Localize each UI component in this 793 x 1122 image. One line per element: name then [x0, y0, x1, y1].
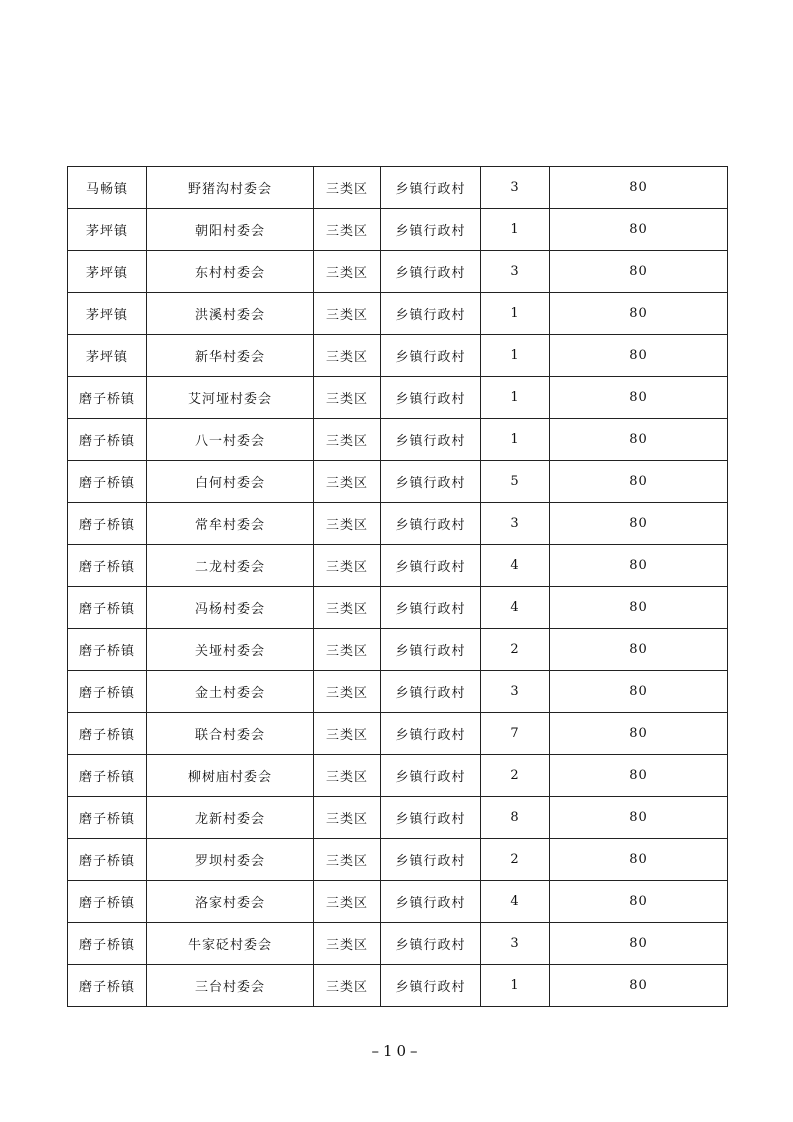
cell-type: 乡镇行政村	[381, 839, 481, 881]
cell-zone: 三类区	[314, 923, 381, 965]
cell-type: 乡镇行政村	[381, 755, 481, 797]
cell-count: 3	[481, 671, 550, 713]
cell-zone: 三类区	[314, 629, 381, 671]
cell-town: 磨子桥镇	[68, 881, 147, 923]
cell-amount: 80	[550, 377, 728, 419]
cell-village: 东村村委会	[147, 251, 314, 293]
cell-village: 龙新村委会	[147, 797, 314, 839]
cell-count: 2	[481, 629, 550, 671]
cell-count: 4	[481, 587, 550, 629]
cell-village: 艾河垭村委会	[147, 377, 314, 419]
cell-amount: 80	[550, 419, 728, 461]
cell-type: 乡镇行政村	[381, 209, 481, 251]
cell-type: 乡镇行政村	[381, 503, 481, 545]
cell-village: 新华村委会	[147, 335, 314, 377]
cell-town: 磨子桥镇	[68, 923, 147, 965]
table-row	[68, 881, 728, 923]
cell-type: 乡镇行政村	[381, 545, 481, 587]
cell-town: 磨子桥镇	[68, 461, 147, 503]
cell-type: 乡镇行政村	[381, 671, 481, 713]
table-row	[68, 839, 728, 881]
cell-zone: 三类区	[314, 419, 381, 461]
cell-zone: 三类区	[314, 545, 381, 587]
cell-amount: 80	[550, 461, 728, 503]
table-row	[68, 377, 728, 419]
cell-zone: 三类区	[314, 251, 381, 293]
cell-type: 乡镇行政村	[381, 629, 481, 671]
cell-town: 磨子桥镇	[68, 755, 147, 797]
cell-type: 乡镇行政村	[381, 335, 481, 377]
cell-count: 2	[481, 839, 550, 881]
cell-town: 磨子桥镇	[68, 629, 147, 671]
cell-town: 磨子桥镇	[68, 671, 147, 713]
table-row	[68, 167, 728, 209]
cell-count: 4	[481, 545, 550, 587]
cell-zone: 三类区	[314, 503, 381, 545]
cell-town: 茅坪镇	[68, 293, 147, 335]
cell-count: 3	[481, 167, 550, 209]
cell-count: 5	[481, 461, 550, 503]
cell-zone: 三类区	[314, 671, 381, 713]
page-number: –10–	[371, 1042, 422, 1060]
table-row	[68, 587, 728, 629]
cell-count: 3	[481, 923, 550, 965]
cell-type: 乡镇行政村	[381, 713, 481, 755]
cell-count: 8	[481, 797, 550, 839]
cell-amount: 80	[550, 671, 728, 713]
cell-amount: 80	[550, 713, 728, 755]
cell-amount: 80	[550, 335, 728, 377]
cell-village: 关垭村委会	[147, 629, 314, 671]
cell-type: 乡镇行政村	[381, 251, 481, 293]
cell-town: 茅坪镇	[68, 335, 147, 377]
cell-town: 磨子桥镇	[68, 797, 147, 839]
cell-count: 1	[481, 377, 550, 419]
cell-zone: 三类区	[314, 839, 381, 881]
cell-type: 乡镇行政村	[381, 419, 481, 461]
cell-amount: 80	[550, 251, 728, 293]
cell-type: 乡镇行政村	[381, 377, 481, 419]
table-row	[68, 251, 728, 293]
cell-zone: 三类区	[314, 881, 381, 923]
cell-amount: 80	[550, 881, 728, 923]
cell-village: 冯杨村委会	[147, 587, 314, 629]
cell-type: 乡镇行政村	[381, 293, 481, 335]
cell-type: 乡镇行政村	[381, 797, 481, 839]
cell-town: 磨子桥镇	[68, 377, 147, 419]
cell-town: 茅坪镇	[68, 209, 147, 251]
cell-zone: 三类区	[314, 965, 381, 1007]
cell-count: 2	[481, 755, 550, 797]
cell-village: 金土村委会	[147, 671, 314, 713]
cell-village: 三台村委会	[147, 965, 314, 1007]
cell-zone: 三类区	[314, 209, 381, 251]
cell-village: 白何村委会	[147, 461, 314, 503]
cell-village: 柳树庙村委会	[147, 755, 314, 797]
cell-zone: 三类区	[314, 293, 381, 335]
cell-village: 常牟村委会	[147, 503, 314, 545]
table-row	[68, 461, 728, 503]
cell-zone: 三类区	[314, 377, 381, 419]
table-row	[68, 713, 728, 755]
cell-town: 马畅镇	[68, 167, 147, 209]
table-row	[68, 545, 728, 587]
cell-amount: 80	[550, 587, 728, 629]
cell-village: 罗坝村委会	[147, 839, 314, 881]
table-row	[68, 335, 728, 377]
cell-village: 牛家砭村委会	[147, 923, 314, 965]
cell-village: 联合村委会	[147, 713, 314, 755]
cell-count: 3	[481, 503, 550, 545]
cell-town: 磨子桥镇	[68, 965, 147, 1007]
cell-count: 1	[481, 419, 550, 461]
table-row	[68, 293, 728, 335]
cell-village: 朝阳村委会	[147, 209, 314, 251]
cell-town: 磨子桥镇	[68, 503, 147, 545]
cell-amount: 80	[550, 545, 728, 587]
table-row	[68, 419, 728, 461]
table-row	[68, 209, 728, 251]
cell-zone: 三类区	[314, 755, 381, 797]
cell-town: 磨子桥镇	[68, 545, 147, 587]
cell-village: 八一村委会	[147, 419, 314, 461]
cell-amount: 80	[550, 209, 728, 251]
table-row	[68, 755, 728, 797]
table-row	[68, 671, 728, 713]
cell-amount: 80	[550, 629, 728, 671]
cell-town: 磨子桥镇	[68, 419, 147, 461]
cell-count: 1	[481, 293, 550, 335]
village-table-body	[68, 167, 728, 1007]
cell-amount: 80	[550, 923, 728, 965]
cell-town: 磨子桥镇	[68, 587, 147, 629]
cell-zone: 三类区	[314, 167, 381, 209]
cell-type: 乡镇行政村	[381, 461, 481, 503]
cell-amount: 80	[550, 755, 728, 797]
cell-count: 1	[481, 209, 550, 251]
cell-village: 二龙村委会	[147, 545, 314, 587]
cell-count: 3	[481, 251, 550, 293]
cell-amount: 80	[550, 839, 728, 881]
cell-town: 磨子桥镇	[68, 839, 147, 881]
cell-count: 1	[481, 965, 550, 1007]
cell-type: 乡镇行政村	[381, 587, 481, 629]
cell-amount: 80	[550, 797, 728, 839]
cell-village: 洛家村委会	[147, 881, 314, 923]
cell-zone: 三类区	[314, 587, 381, 629]
cell-amount: 80	[550, 293, 728, 335]
cell-count: 1	[481, 335, 550, 377]
cell-amount: 80	[550, 167, 728, 209]
table-row	[68, 923, 728, 965]
cell-type: 乡镇行政村	[381, 965, 481, 1007]
table-row	[68, 797, 728, 839]
cell-zone: 三类区	[314, 797, 381, 839]
cell-town: 磨子桥镇	[68, 713, 147, 755]
cell-type: 乡镇行政村	[381, 167, 481, 209]
cell-zone: 三类区	[314, 713, 381, 755]
table-row	[68, 503, 728, 545]
table-row	[68, 629, 728, 671]
cell-type: 乡镇行政村	[381, 923, 481, 965]
cell-amount: 80	[550, 503, 728, 545]
cell-village: 洪溪村委会	[147, 293, 314, 335]
cell-amount: 80	[550, 965, 728, 1007]
cell-count: 4	[481, 881, 550, 923]
table-row	[68, 965, 728, 1007]
cell-town: 茅坪镇	[68, 251, 147, 293]
cell-village: 野猪沟村委会	[147, 167, 314, 209]
cell-zone: 三类区	[314, 335, 381, 377]
village-table	[67, 166, 728, 1007]
cell-count: 7	[481, 713, 550, 755]
cell-type: 乡镇行政村	[381, 881, 481, 923]
cell-zone: 三类区	[314, 461, 381, 503]
